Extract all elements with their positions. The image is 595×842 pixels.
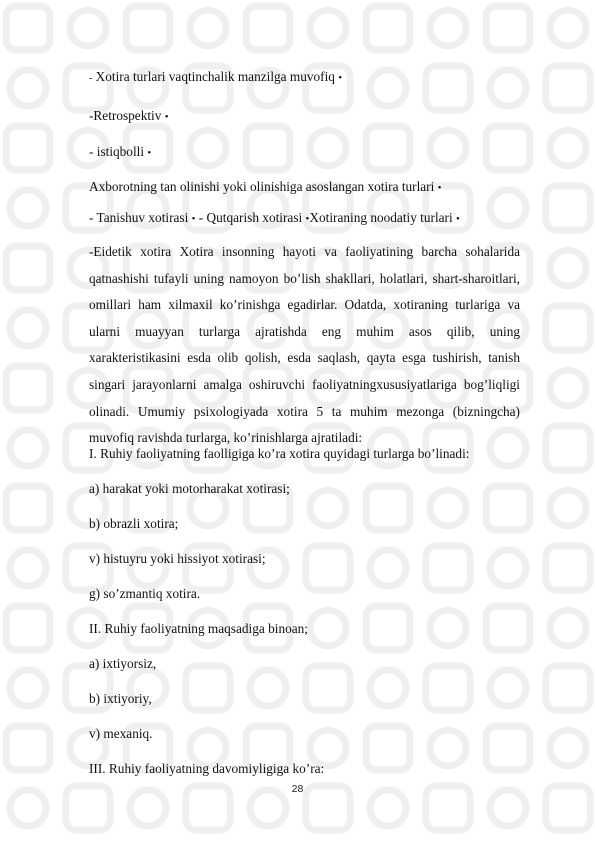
bullet-icon: • xyxy=(191,213,196,225)
line-text: Xotira turlari vaqtinchalik manzilga muvofiq xyxy=(92,69,339,84)
section-3-heading: III. Ruhiy faoliyatning davomiyligiga ko’ra: xyxy=(89,761,325,776)
prospective-line xyxy=(89,144,151,161)
bullet-icon: • xyxy=(164,111,169,123)
bullet-icon: • xyxy=(147,147,152,159)
line-text: - Tanishuv xotirasi xyxy=(89,210,192,225)
section-1-heading: I. Ruhiy faoliyatning faolligiga ko’ra xotira quyidagi turlarga bo’linadi: xyxy=(89,446,470,461)
line-text: Xotiraning noodatiy turlari xyxy=(309,210,456,225)
dash-marker: - xyxy=(89,73,93,84)
retrospective-line xyxy=(89,108,169,125)
section-1-item-a: a) harakat yoki motorharakat xotirasi; xyxy=(89,481,290,496)
line-text: Axborotning tan olinishi yoki olinishiga asoslangan xotira turlari xyxy=(89,179,438,194)
memory-types-temporal-line xyxy=(89,69,342,87)
section-2-heading: II. Ruhiy faoliyatning maqsadiga binoan; xyxy=(89,621,308,636)
section-2-item-b: b) ixtiyoriy, xyxy=(89,691,152,706)
section-1-item-g: g) so’zmantiq xotira. xyxy=(89,586,201,601)
memory-subtypes-line xyxy=(89,210,460,227)
section-1-item-v: v) histuyru yoki hissiyot xotirasi; xyxy=(89,551,266,566)
section-2-item-v: v) mexaniq. xyxy=(89,726,153,741)
recognition-memory-line xyxy=(89,179,442,196)
line-text: -Retrospektiv xyxy=(89,108,165,123)
bullet-icon: • xyxy=(305,213,310,225)
line-text: - istiqbolli xyxy=(89,144,148,159)
line-text: - Qutqarish xotirasi xyxy=(195,210,306,225)
bullet-icon: • xyxy=(437,182,442,194)
eidetic-memory-paragraph: -Eidetik xotira Xotira insonning hayoti va faoliyatining barcha sohalarida qatnashishi tufayli uning namoyon bo’lish shakllari, holatlari, shart-sharoitlari, omillari ham xilmaxil ko’rinishga egadirlar. Odatda, xotiraning turlariga va ularni muayyan turlarga ajratishda eng muhim asos qilib, uning xarakteristikasini esda olib qolish, esda saqlash, qayta esga tushirish, tanish singari jarayonlarni amalga oshiruvchi faoliyatningxususiyatlariga bog’liqligi olinadi. Umumiy psixologiyada xotira 5 ta muhim mezonga (bizningcha) muvofiq ravishda turlarga, ko’rinishlarga ajratiladi: xyxy=(89,244,520,446)
bullet-icon: • xyxy=(456,213,460,225)
section-2-item-a: a) ixtiyorsiz, xyxy=(89,656,157,671)
section-1-item-b: b) obrazli xotira; xyxy=(89,516,179,531)
page-number: 28 xyxy=(291,783,304,795)
bullet-icon: • xyxy=(338,72,343,84)
